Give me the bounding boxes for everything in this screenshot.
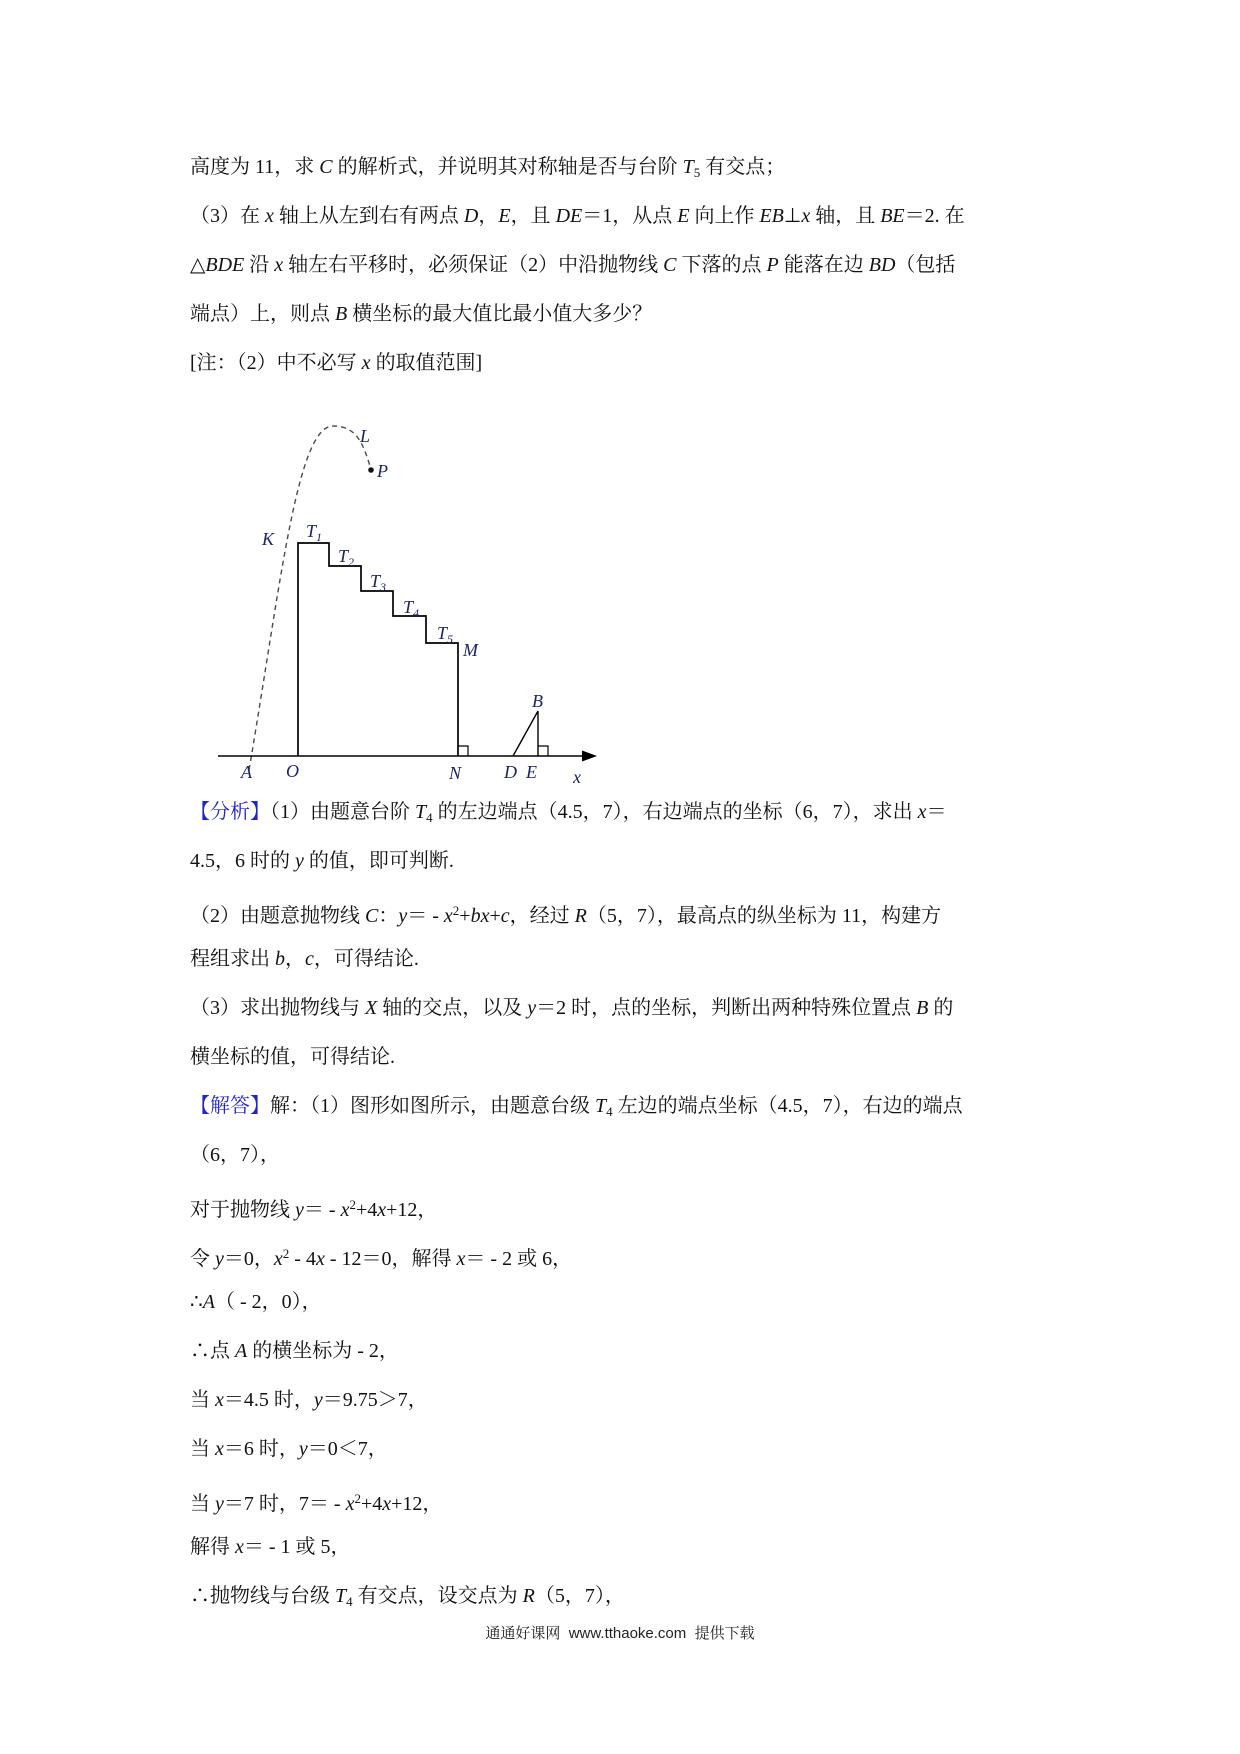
math-variable: DE (555, 205, 583, 227)
text-line: 【分析】（1）由题意台阶 $T_4$ 的左边端点（4.5，7），右边端点的坐标（6，7），求出 x＝ (190, 801, 947, 825)
figure-label-T3: $T_3$ (370, 571, 387, 594)
text-line: （6，7）， (190, 1144, 280, 1166)
figure-label-D: D (504, 762, 517, 782)
math-variable: c (305, 948, 314, 970)
math-variable: x (315, 1248, 325, 1270)
problem-text-block (190, 143, 1110, 388)
point-P-dot (368, 467, 374, 473)
right-angle-mark-N (458, 746, 468, 756)
figure-label-E: E (526, 762, 537, 782)
figure-label-M: M (463, 640, 478, 660)
problem-figure (190, 388, 1110, 788)
text-line: （3）求出抛物线与 X 轴的交点，以及 y＝2 时，点的坐标，判断出两种特殊位置点 B 的 (190, 997, 954, 1019)
math-variable: B (335, 303, 348, 325)
math-variable: y (313, 1389, 323, 1411)
math-variable: X (365, 997, 378, 1019)
math-variable: C (319, 156, 333, 178)
text-line: （3）在 x 轴上从左到右有两点 D，E，且 DE＝1，从点 E 向上作 EB⊥x 轴，且 BE＝2. 在 (190, 205, 965, 227)
math-variable: T (335, 1585, 347, 1607)
math-variable: T (595, 1095, 607, 1117)
document-body (190, 143, 1110, 1621)
figure-label-T2: $T_2$ (338, 546, 355, 569)
math-variable: x (273, 1248, 283, 1270)
math-variable: T (415, 801, 427, 823)
page-footer: 通通好课网 www.tthaoke.com 提供下载 (485, 1625, 755, 1642)
subscript: 4 (346, 1594, 353, 1609)
text-line: 4.5，6 时的 y 的值，即可判断. (190, 850, 454, 872)
figure-label-P: P (377, 461, 388, 481)
math-variable: x (340, 1199, 350, 1221)
subscript: 4 (606, 1104, 613, 1119)
section-tag: 【分析】 (190, 801, 270, 823)
math-variable: y (527, 997, 537, 1019)
math-variable: x (801, 205, 811, 227)
text-line: 高度为 11，求 C 的解析式，并说明其对称轴是否与台阶 $T_5$ 有交点； (190, 156, 786, 180)
figure-label-N: N (449, 763, 462, 783)
text-line: 【解答】解：（1）图形如图所示，由题意台级 $T_4$ 左边的端点坐标（4.5，7），右边的端点 (190, 1095, 963, 1119)
text-line: [注：（2）中不必写 x 的取值范围] (190, 352, 483, 374)
triangle-hypotenuse-DB (513, 711, 538, 756)
math-variable: BE (880, 205, 905, 227)
math-variable: P (766, 254, 779, 276)
math-variable: x (345, 1493, 355, 1515)
math-variable: c (500, 905, 510, 927)
math-variable: C (365, 905, 379, 927)
math-variable: R (574, 905, 587, 927)
text-line: 横坐标的值，可得结论. (190, 1046, 395, 1068)
text-line: ∴抛物线与台级 $T_4$ 有交点，设交点为 R（5，7）， (190, 1585, 625, 1609)
figure-label-T1: $T_1$ (306, 521, 323, 544)
math-variable: bx (470, 905, 490, 927)
solution-text-block (190, 788, 1110, 1621)
figure-label-K: K (262, 529, 275, 549)
math-variable: E (498, 205, 511, 227)
math-variable: D (463, 205, 479, 227)
math-variable: A (202, 1291, 215, 1313)
text-line: （2）由题意抛物线 C：$y= - x^2+bx+c$，经过 R（5，7），最高点的纵坐标为 11，构建方 (190, 903, 942, 927)
figure-label-L: L (360, 426, 371, 446)
math-variable: y (215, 1248, 224, 1270)
math-variable: x (274, 254, 284, 276)
parabola-curve (249, 426, 370, 770)
math-variable: x (215, 1438, 224, 1460)
text-line: 程组求出 b，c，可得结论. (190, 948, 419, 970)
text-line: 当 y＝7 时，$7= - x^2+4x+12$， (190, 1491, 443, 1515)
text-line: 令 y＝0，$x^2 - 4x - 12=0$，解得 x＝ - 2 或 6， (190, 1246, 573, 1270)
math-variable: x (917, 801, 927, 823)
math-variable: R (522, 1585, 535, 1607)
math-variable: EB (759, 205, 784, 227)
figure-label-A: A (241, 762, 252, 782)
math-variable: x (456, 1248, 466, 1270)
math-variable: x (382, 1493, 392, 1515)
section-tag: 【解答】 (190, 1095, 270, 1117)
math-variable: E (677, 205, 690, 227)
text-line: 端点）上，则点 B 横坐标的最大值比最小值大多少？ (190, 303, 653, 325)
text-line: ∴A（ - 2，0）， (190, 1291, 322, 1313)
math-variable: x (361, 352, 371, 374)
math-variable: B (916, 997, 929, 1019)
math-variable: b (275, 948, 285, 970)
math-variable: x (265, 205, 274, 227)
text-line: 当 x＝6 时，y＝0＜7， (190, 1438, 388, 1460)
text-line: △BDE 沿 x 轴左右平移时，必须保证（2）中沿抛物线 C 下落的点 P 能落在边 BD（包括 (190, 254, 956, 276)
math-variable: x (377, 1199, 387, 1221)
math-variable: BD (868, 254, 896, 276)
figure-label-T5: $T_5$ (437, 623, 454, 646)
superscript: 2 (349, 1197, 356, 1212)
math-variable: T (682, 156, 694, 178)
math-variable: x (215, 1389, 224, 1411)
figure-label-T4: $T_4$ (403, 597, 420, 620)
subscript: 5 (693, 165, 701, 180)
text-line: ∴点 A 的横坐标为 - 2， (190, 1340, 399, 1362)
math-variable: y (398, 905, 408, 927)
math-variable: y (298, 1438, 308, 1460)
math-variable: C (663, 254, 677, 276)
math-variable: BDE (205, 254, 245, 276)
figure-label-O: O (286, 761, 299, 781)
math-variable: y (295, 850, 304, 872)
figure-svg (196, 378, 626, 808)
math-variable: A (235, 1340, 248, 1362)
text-line: 对于抛物线 $y= - x^2+4x+12$， (190, 1197, 438, 1221)
math-variable: x (443, 905, 453, 927)
figure-label-x-axis: x (573, 767, 581, 787)
figure-label-B: B (532, 691, 543, 711)
superscript: 2 (452, 903, 460, 918)
right-angle-mark-E (538, 746, 548, 756)
math-variable: y (295, 1199, 304, 1221)
math-variable: x (235, 1536, 244, 1558)
subscript: 4 (426, 810, 433, 825)
superscript: 2 (354, 1491, 361, 1506)
x-axis-arrowhead (582, 751, 597, 762)
superscript: 2 (282, 1246, 290, 1261)
text-line: 当 x＝4.5 时，y＝9.75＞7， (190, 1389, 428, 1411)
text-line: 解得 x＝ - 1 或 5， (190, 1536, 351, 1558)
math-variable: y (215, 1493, 224, 1515)
